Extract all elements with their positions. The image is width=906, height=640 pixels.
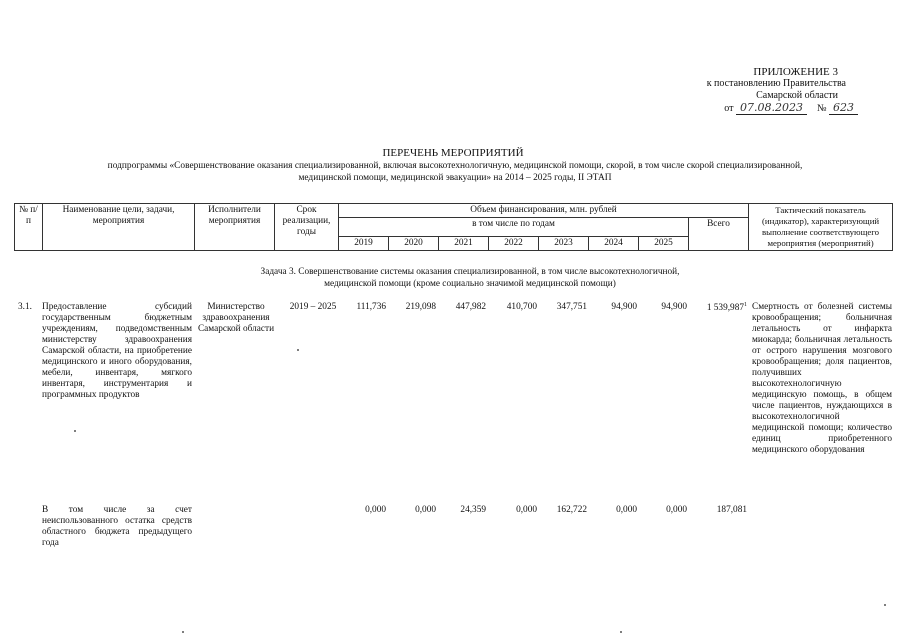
task-line-2: медицинской помощи (кроме социально значимой медицинской помощи) bbox=[324, 279, 616, 289]
including-value-2022: 0,000 bbox=[516, 505, 537, 515]
header-num: № п/п bbox=[15, 204, 43, 251]
header-year: 2022 bbox=[489, 237, 539, 251]
row-number: 3.1. bbox=[18, 302, 32, 312]
row-value-2022: 410,700 bbox=[506, 302, 537, 312]
scan-speck bbox=[182, 631, 184, 633]
row-value-2025: 94,900 bbox=[661, 302, 687, 312]
header-year: 2019 bbox=[339, 237, 389, 251]
header-name: Наименование цели, задачи, мероприятия bbox=[43, 204, 195, 251]
header-including: в том числе по годам bbox=[339, 218, 689, 237]
task-line-1: Задача 3. Совершенствование системы оказания специализированной, в том числе высокотехнологичной, bbox=[260, 267, 680, 277]
header-year: 2025 bbox=[639, 237, 689, 251]
appendix-block bbox=[707, 66, 858, 115]
total-footnote: 1 bbox=[744, 302, 747, 308]
header-executors: Исполнители мероприятия bbox=[195, 204, 275, 251]
date-prefix: от bbox=[724, 103, 734, 114]
row-term: 2019 – 2025 bbox=[289, 302, 337, 312]
funding-table-header bbox=[14, 203, 893, 251]
appendix-date-line bbox=[707, 102, 858, 115]
including-value-2019: 0,000 bbox=[365, 505, 386, 515]
row-value-2019: 111,736 bbox=[356, 302, 386, 312]
appendix-title: ПРИЛОЖЕНИЕ 3 bbox=[753, 66, 838, 78]
row-value-2020: 219,098 bbox=[405, 302, 436, 312]
row-total-value: 1 539,987 bbox=[706, 303, 744, 314]
header-indicator: Тактический показатель (индикатор), характеризующий выполнение соответствующего мероприятия (мероприятий) bbox=[749, 204, 893, 251]
row-executor: Министерство здравоохранения Самарской области bbox=[197, 302, 275, 334]
document-title: ПЕРЕЧЕНЬ МЕРОПРИЯТИЙ bbox=[382, 147, 524, 159]
scan-speck bbox=[297, 349, 299, 351]
scan-speck bbox=[620, 631, 622, 633]
including-value-2025: 0,000 bbox=[666, 505, 687, 515]
appendix-line-1: к постановлению Правительства bbox=[706, 78, 846, 89]
row-total bbox=[683, 302, 747, 313]
header-total: Всего bbox=[689, 218, 749, 251]
header-funding: Объем финансирования, млн. рублей bbox=[339, 204, 749, 218]
appendix-line-2: Самарской области bbox=[756, 90, 838, 101]
number-prefix: № bbox=[816, 103, 827, 114]
handwritten-number: 623 bbox=[829, 101, 858, 115]
row-value-2024: 94,900 bbox=[611, 302, 637, 312]
header-year: 2023 bbox=[539, 237, 589, 251]
including-value-2020: 0,000 bbox=[415, 505, 436, 515]
row-including-name: В том числе за счет неиспользованного остатка средств областного бюджета предыдущего года bbox=[42, 505, 192, 548]
including-value-2023: 162,722 bbox=[556, 505, 587, 515]
task-heading bbox=[120, 266, 820, 290]
scan-speck bbox=[884, 604, 886, 606]
header-year: 2024 bbox=[589, 237, 639, 251]
including-value-2021: 24,359 bbox=[460, 505, 486, 515]
header-year: 2020 bbox=[389, 237, 439, 251]
handwritten-date: 07.08.2023 bbox=[736, 101, 807, 115]
including-total: 187,081 bbox=[716, 505, 747, 515]
row-name: Предоставление субсидий государственным бюджетным учреждениям, подведомственным министерству здравоохранения Самарской области, на приобретение медицинского и иного оборудования, мебели, инвентаря, мягкого инвентаря, инструментария и программных продуктов bbox=[42, 302, 192, 400]
row-value-2023: 347,751 bbox=[556, 302, 587, 312]
subtitle-line-1: подпрограммы «Совершенствование оказания специализированной, включая высокотехнологичную, медицинской помощи, скорой, в том числе скорой специализированной, bbox=[107, 161, 803, 171]
document-subtitle bbox=[60, 160, 850, 184]
header-term: Срок реализации, годы bbox=[275, 204, 339, 251]
header-year: 2021 bbox=[439, 237, 489, 251]
subtitle-line-2: медицинской помощи, медицинской эвакуации» на 2014 – 2025 годы, II ЭТАП bbox=[298, 173, 612, 183]
scan-speck bbox=[74, 430, 76, 432]
row-indicator: Смертность от болезней системы кровообращения; больничная летальность от инфаркта миокарда; больничная летальность от острого нарушения мозгового кровообращения; доля пациентов, получивших высокотехнологичную медицинскую помощь, в общем числе пациентов, нуждающихся в высокотехнологичной медицинской помощи; количество единиц приобретенного медицинского оборудования bbox=[752, 302, 892, 455]
including-value-2024: 0,000 bbox=[616, 505, 637, 515]
row-value-2021: 447,982 bbox=[455, 302, 486, 312]
